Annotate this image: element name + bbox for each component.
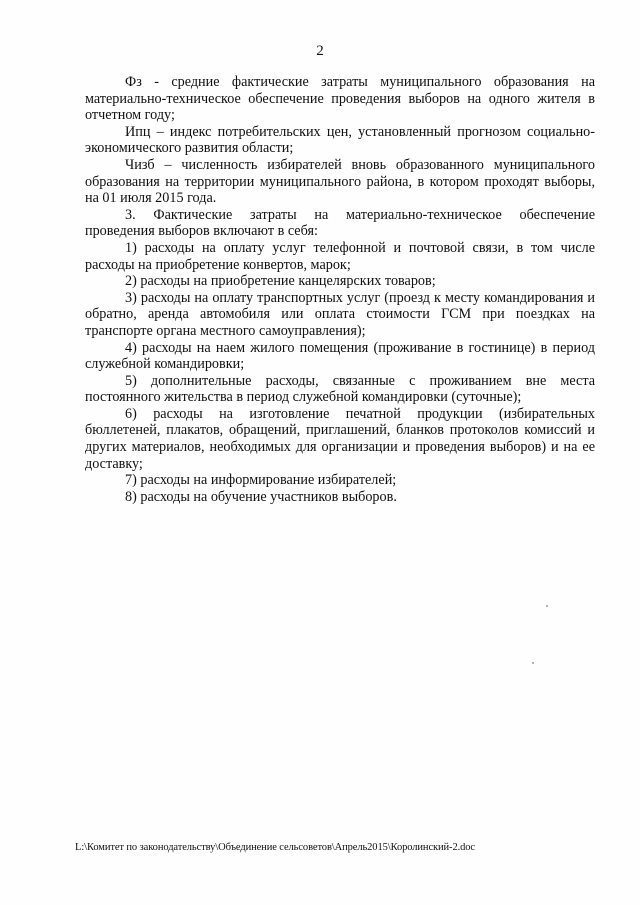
list-item-6: 6) расходы на изготовление печатной продукции (избирательных бюллетеней, плакатов, обращений, приглашений, бланков протоколов комиссий и других материалов, необходимых для организации и проведения выборов) и на ее доставку; (85, 405, 595, 472)
list-item-5: 5) дополнительные расходы, связанные с проживанием вне места постоянного жительства в период служебной командировки (суточные); (85, 372, 595, 406)
list-item-3: 3) расходы на оплату транспортных услуг (проезд к месту командирования и обратно, аренда автомобиля или оплата стоимости ГСМ при поездках на транспорте органа местного самоуправления); (85, 289, 595, 339)
list-item-2: 2) расходы на приобретение канцелярских товаров; (125, 273, 436, 290)
scan-speck (546, 605, 548, 607)
list-item-4: 4) расходы на наем жилого помещения (проживание в гостинице) в период служебной командировки; (85, 339, 595, 373)
list-item-1: 1) расходы на оплату услуг телефонной и почтовой связи, в том числе расходы на приобретение конвертов, марок; (85, 239, 595, 273)
paragraph-ipc-definition: Ипц – индекс потребительских цен, установленный прогнозом социально-экономического развития области; (85, 123, 595, 157)
paragraph-fz-definition: Фз - средние фактические затраты муниципального образования на материально-техническое обеспечение проведения выборов на одного жителя в отчетном году; (85, 74, 595, 124)
list-item-8: 8) расходы на обучение участников выборов. (125, 488, 397, 505)
paragraph-section-3: 3. Фактические затраты на материально-техническое обеспечение проведения выборов включают в себя: (85, 206, 595, 240)
footer-file-path: L:\Комитет по законодательству\Объединение сельсоветов\Апрель2015\Королинский-2.doc (75, 842, 475, 853)
scan-speck (532, 662, 534, 664)
paragraph-chizb-definition: Чизб – численность избирателей вновь образованного муниципального образования на территории муниципального района, в котором проходят выборы, на 01 июля 2015 года. (85, 156, 595, 207)
document-body (85, 74, 595, 505)
page-number: 2 (316, 43, 324, 59)
list-item-7: 7) расходы на информирование избирателей; (125, 472, 397, 489)
